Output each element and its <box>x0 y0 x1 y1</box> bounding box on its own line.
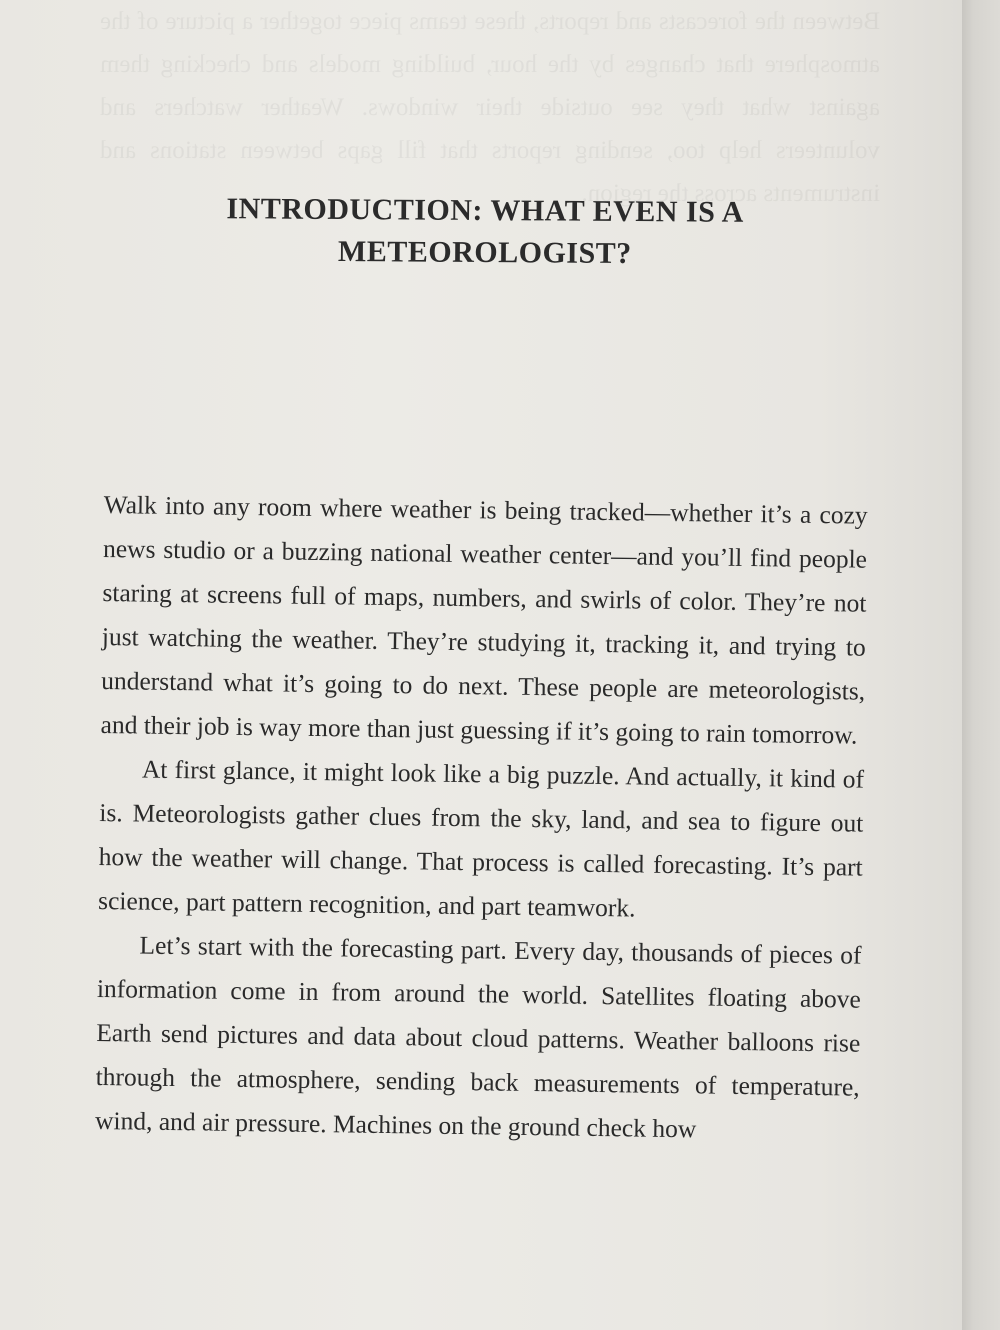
chapter-title <box>130 188 841 277</box>
paragraph-2: At first glance, it might look like a big puzzle. And actually, it kind of is. Meteorologists gather clues from the sky, land, and sea to figure out how the weather will change. That process is called forecasting. It’s part science, part pattern recognition, and part teamwork. <box>97 754 865 923</box>
chapter-title-line-1: INTRODUCTION: WHAT EVEN IS A <box>226 192 744 229</box>
body-text <box>95 483 868 1154</box>
page-edge-shadow <box>962 0 1000 1330</box>
chapter-title-line-2: METEOROLOGIST? <box>337 234 632 271</box>
show-through-text: Between the forecasts and reports, these teams piece together a picture of the atmosphere that changes by the hour, building models and checking them against what they see outside their windows. Weather watchers and volunteers help too, sending reports that fill gaps between stations and instruments across the region. <box>100 8 880 207</box>
paragraph-3: Let’s start with the forecasting part. Every day, thousands of pieces of information come in from around the world. Satellites floating above Earth send pictures and data about cloud patterns. Weather balloons rise through the atmosphere, sending back measurements of temperature, wind, and air pressure. Machines on the ground check how <box>94 930 862 1144</box>
paragraph-1: Walk into any room where weather is being tracked—whether it’s a cozy news studio or a buzzing national weather center—and you’ll find people staring at screens full of maps, numbers, and swirls of color. They’re not just watching the weather. They’re studying it, tracking it, and trying to understand what it’s going to do next. These people are meteorologists, and their job is way more than just guessing if it’s going to rain tomorrow. <box>100 489 868 750</box>
